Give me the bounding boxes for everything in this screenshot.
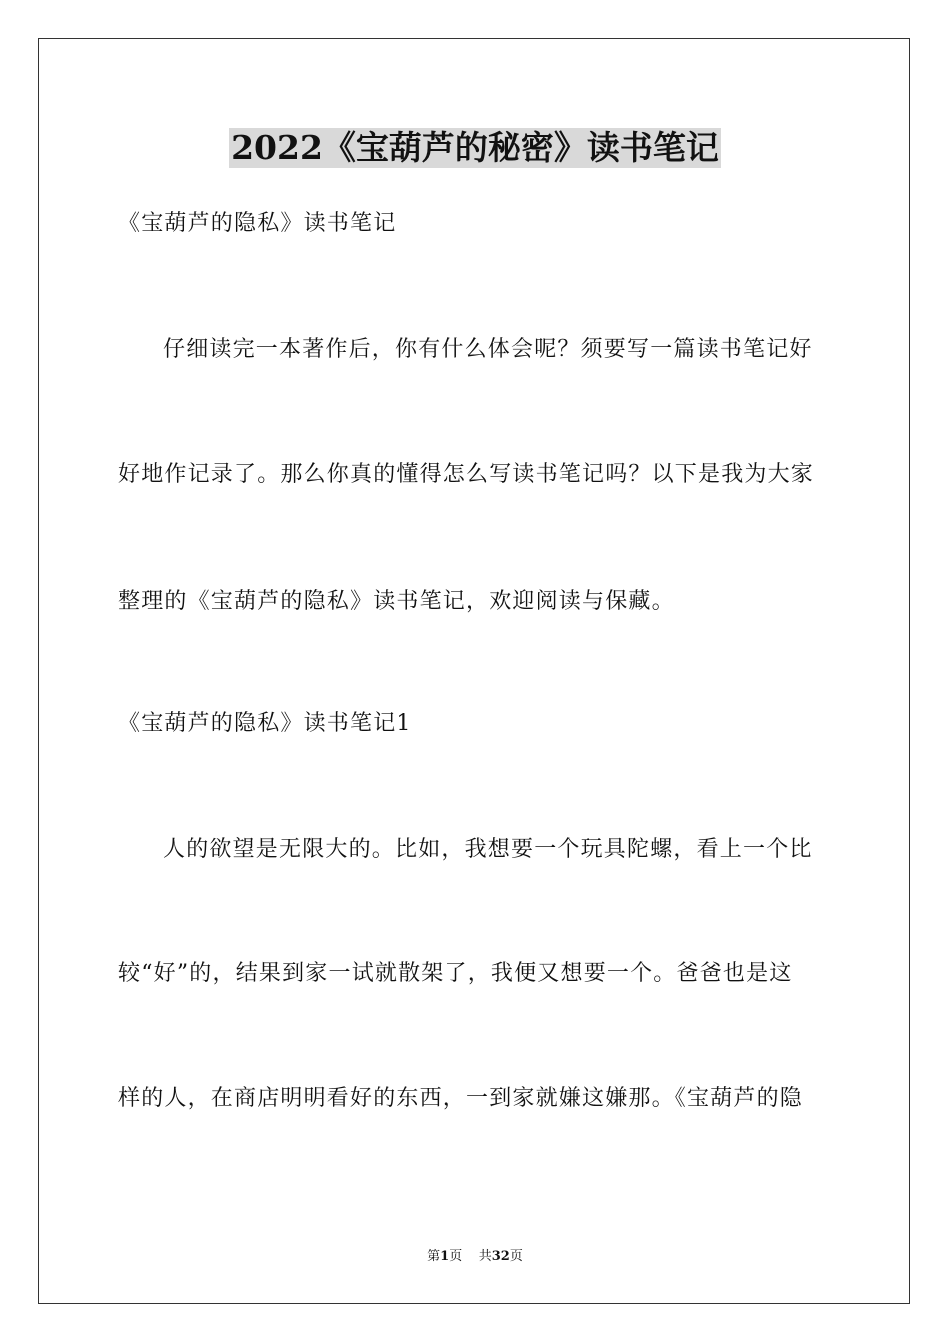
section-heading: 《宝葫芦的隐私》读书笔记1 (118, 711, 412, 736)
paragraph-line: 仔细读完一本著作后，你有什么体会呢？须要写一篇读书笔记好 (163, 337, 813, 362)
paragraph-line: 人的欲望是无限大的。比如，我想要一个玩具陀螺，看上一个比 (163, 837, 813, 862)
footer-total-pages: 32 (491, 1249, 510, 1264)
footer-middle: 页 共 (449, 1249, 492, 1264)
footer-prefix: 第 (427, 1249, 441, 1264)
title-container (0, 128, 950, 168)
document-title: 2022《宝葫芦的秘密》读书笔记 (231, 128, 719, 167)
subtitle-line: 《宝葫芦的隐私》读书笔记 (118, 211, 397, 236)
paragraph-line: 好地作记录了。那么你真的懂得怎么写读书笔记吗？以下是我为大家 (118, 462, 815, 487)
footer-suffix: 页 (509, 1249, 523, 1264)
paragraph-line: 整理的《宝葫芦的隐私》读书笔记，欢迎阅读与保藏。 (118, 589, 675, 614)
footer-page-number: 1 (440, 1249, 450, 1264)
paragraph-line: 较“好”的，结果到家一试就散架了，我便又想要一个。爸爸也是这 (118, 961, 793, 986)
paragraph-line: 样的人，在商店明明看好的东西，一到家就嫌这嫌那。《宝葫芦的隐 (118, 1086, 804, 1111)
page-footer (0, 1248, 950, 1266)
